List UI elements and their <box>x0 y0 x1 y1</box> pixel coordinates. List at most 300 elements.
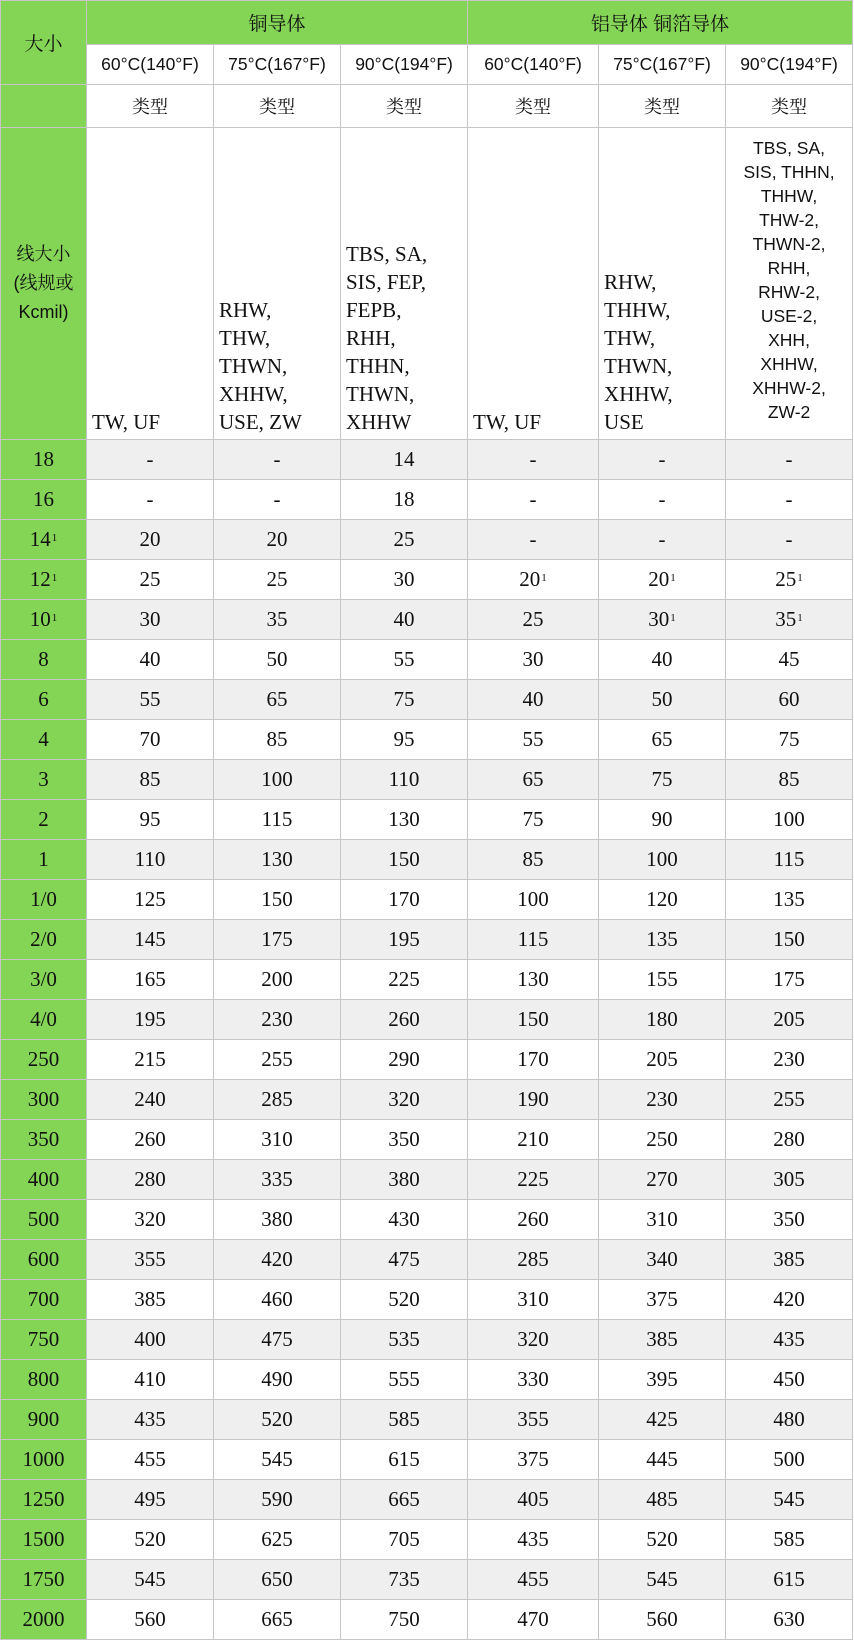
ampacity-value: - <box>658 527 666 551</box>
ampacity-value: 90 <box>651 807 673 831</box>
wire-size-cell <box>1 880 87 920</box>
ampacity-value: 40 <box>522 687 544 711</box>
ampacity-value: 150 <box>261 887 293 911</box>
ampacity-value: 85 <box>522 847 544 871</box>
ampacity-cell <box>341 920 468 960</box>
ampacity-value: 750 <box>388 1607 420 1631</box>
ampacity-cell <box>468 560 599 600</box>
ampacity-value: 630 <box>773 1607 805 1631</box>
ampacity-cell <box>87 1200 214 1240</box>
wire-size-value: 400 <box>27 1167 60 1191</box>
insulation-type-line: THHW, <box>760 186 818 206</box>
ampacity-cell <box>726 1080 853 1120</box>
ampacity-cell <box>468 1160 599 1200</box>
ampacity-value: 225 <box>388 967 420 991</box>
ampacity-cell <box>599 1000 726 1040</box>
wire-size-cell <box>1 680 87 720</box>
ampacity-cell <box>468 1400 599 1440</box>
insulation-type-line: SIS, THHN, <box>743 162 835 182</box>
insulation-type-line: FEPB, <box>346 298 402 322</box>
wire-size-cell <box>1 1560 87 1600</box>
ampacity-cell <box>87 560 214 600</box>
ampacity-cell <box>468 1320 599 1360</box>
ampacity-value: 230 <box>261 1007 293 1031</box>
ampacity-cell <box>87 1040 214 1080</box>
ampacity-cell <box>468 1000 599 1040</box>
ampacity-cell <box>468 1480 599 1520</box>
ampacity-cell <box>599 560 726 600</box>
ampacity-cell <box>214 1040 341 1080</box>
wire-size-cell <box>1 840 87 880</box>
ampacity-cell <box>341 680 468 720</box>
ampacity-value: 18 <box>393 487 415 511</box>
ampacity-value: 145 <box>134 927 166 951</box>
wire-size-cell <box>1 1240 87 1280</box>
ampacity-value: 545 <box>646 1567 678 1591</box>
ampacity-value: 435 <box>773 1327 805 1351</box>
ampacity-cell <box>87 600 214 640</box>
insulation-type-line: THWN, <box>604 354 673 378</box>
ampacity-cell <box>468 1600 599 1640</box>
ampacity-cell <box>87 1440 214 1480</box>
table-row <box>1 800 853 840</box>
ampacity-value: 170 <box>388 887 420 911</box>
ampacity-cell <box>214 760 341 800</box>
insulation-type-line: ZW-2 <box>767 402 811 422</box>
ampacity-value: 470 <box>517 1607 549 1631</box>
wire-size-value: 4/0 <box>30 1007 57 1031</box>
ampacity-cell <box>468 720 599 760</box>
ampacity-value: 310 <box>517 1287 549 1311</box>
wire-size-value: 1500 <box>22 1527 65 1551</box>
ampacity-cell <box>214 1600 341 1640</box>
ampacity-cell <box>87 640 214 680</box>
ampacity-value: 225 <box>517 1167 549 1191</box>
ampacity-cell <box>214 1000 341 1040</box>
ampacity-value: 475 <box>261 1327 293 1351</box>
ampacity-cell <box>599 1200 726 1240</box>
ampacity-value: 445 <box>646 1447 678 1471</box>
ampacity-cell <box>599 800 726 840</box>
ampacity-value: 175 <box>773 967 805 991</box>
ampacity-cell <box>214 1080 341 1120</box>
type-header: 类型 <box>214 85 341 128</box>
wire-size-value: 2 <box>38 807 49 831</box>
ampacity-value: 150 <box>388 847 420 871</box>
ampacity-cell <box>87 760 214 800</box>
ampacity-cell <box>726 1600 853 1640</box>
wire-size-value: 600 <box>27 1247 60 1271</box>
ampacity-cell <box>214 880 341 920</box>
ampacity-cell <box>726 1160 853 1200</box>
table-row <box>1 880 853 920</box>
ampacity-cell <box>87 1600 214 1640</box>
ampacity-value: 110 <box>388 767 420 791</box>
ampacity-cell <box>341 1440 468 1480</box>
ampacity-cell <box>87 1280 214 1320</box>
ampacity-value: 705 <box>388 1527 420 1551</box>
ampacity-cell <box>468 920 599 960</box>
ampacity-cell <box>214 520 341 560</box>
ampacity-value: 155 <box>646 967 678 991</box>
footnote-mark: 1 <box>670 572 676 584</box>
ampacity-value: - <box>529 487 537 511</box>
wire-size-value: 500 <box>27 1207 60 1231</box>
ampacity-cell <box>341 520 468 560</box>
ampacity-cell <box>599 1440 726 1480</box>
ampacity-value: 195 <box>388 927 420 951</box>
table-row <box>1 1560 853 1600</box>
wire-size-value: 14 <box>29 527 51 551</box>
wire-size-value: 750 <box>27 1327 60 1351</box>
table-row <box>1 520 853 560</box>
wire-size-value: 800 <box>27 1367 60 1391</box>
ampacity-value: 40 <box>393 607 415 631</box>
ampacity-cell <box>341 480 468 520</box>
ampacity-cell <box>599 1280 726 1320</box>
ampacity-cell <box>599 640 726 680</box>
ampacity-value: 420 <box>261 1247 293 1271</box>
ampacity-cell <box>341 1320 468 1360</box>
ampacity-cell <box>599 600 726 640</box>
wire-size-cell <box>1 1120 87 1160</box>
ampacity-value: 125 <box>134 887 166 911</box>
ampacity-value: - <box>529 527 537 551</box>
insulation-types-cell <box>726 128 853 440</box>
ampacity-cell <box>214 1160 341 1200</box>
ampacity-value: 490 <box>261 1367 293 1391</box>
wire-size-cell <box>1 920 87 960</box>
ampacity-cell <box>214 1400 341 1440</box>
ampacity-cell <box>726 1360 853 1400</box>
ampacity-cell <box>599 880 726 920</box>
ampacity-cell <box>214 1200 341 1240</box>
footnote-mark: 1 <box>51 572 58 584</box>
ampacity-value: 585 <box>773 1527 805 1551</box>
ampacity-value: 175 <box>261 927 293 951</box>
ampacity-value: 85 <box>139 767 161 791</box>
ampacity-cell <box>599 1400 726 1440</box>
ampacity-cell <box>726 1480 853 1520</box>
ampacity-cell <box>726 880 853 920</box>
table-row <box>1 1000 853 1040</box>
ampacity-cell <box>599 1320 726 1360</box>
ampacity-value: 100 <box>773 807 805 831</box>
ampacity-value: 355 <box>517 1407 549 1431</box>
ampacity-value: 285 <box>261 1087 293 1111</box>
table-row <box>1 1160 853 1200</box>
insulation-type-line: TW, UF <box>473 410 542 434</box>
type-header: 类型 <box>726 85 853 128</box>
temp-header: 60°C(140°F) <box>468 45 599 85</box>
wire-size-cell <box>1 560 87 600</box>
ampacity-value: 25 <box>393 527 415 551</box>
aluminum-header: 铝导体 铜箔导体 <box>468 1 853 45</box>
ampacity-cell <box>468 640 599 680</box>
insulation-type-line: XHH, <box>768 330 810 350</box>
ampacity-cell <box>726 480 853 520</box>
ampacity-cell <box>341 560 468 600</box>
ampacity-cell <box>599 1120 726 1160</box>
ampacity-value: 40 <box>651 647 673 671</box>
wire-size-cell <box>1 1200 87 1240</box>
ampacity-cell <box>726 520 853 560</box>
ampacity-cell <box>87 1560 214 1600</box>
ampacity-value: 65 <box>522 767 544 791</box>
ampacity-cell <box>726 640 853 680</box>
ampacity-value: 380 <box>261 1207 293 1231</box>
ampacity-value: 110 <box>134 847 166 871</box>
footnote-mark: 1 <box>797 612 803 624</box>
table-row <box>1 1040 853 1080</box>
insulation-type-line: THWN-2, <box>752 234 826 254</box>
ampacity-cell <box>87 720 214 760</box>
insulation-type-line: THW, <box>219 326 271 350</box>
wire-size-cell <box>1 440 87 480</box>
insulation-type-line: XHHW, <box>760 354 818 374</box>
wire-size-label <box>1 128 87 440</box>
ampacity-value: 255 <box>773 1087 805 1111</box>
ampacity-value: - <box>658 447 666 471</box>
wire-size-value: 8 <box>38 647 49 671</box>
ampacity-value: 230 <box>773 1047 805 1071</box>
wire-size-value: 1750 <box>22 1567 65 1591</box>
ampacity-cell <box>87 1520 214 1560</box>
ampacity-cell <box>726 840 853 880</box>
ampacity-cell <box>214 600 341 640</box>
ampacity-cell <box>214 440 341 480</box>
ampacity-cell <box>468 520 599 560</box>
ampacity-value: 405 <box>517 1487 549 1511</box>
ampacity-value: 70 <box>139 727 161 751</box>
ampacity-cell <box>599 1520 726 1560</box>
ampacity-cell <box>214 680 341 720</box>
wire-size-cell <box>1 1000 87 1040</box>
insulation-type-line: RHH, <box>767 258 811 278</box>
ampacity-value: 520 <box>134 1527 166 1551</box>
ampacity-cell <box>214 720 341 760</box>
wire-size-cell <box>1 640 87 680</box>
wire-size-cell <box>1 760 87 800</box>
ampacity-cell <box>726 600 853 640</box>
ampacity-value: 30 <box>393 567 415 591</box>
ampacity-cell <box>599 1560 726 1600</box>
ampacity-value: 240 <box>134 1087 166 1111</box>
ampacity-cell <box>341 800 468 840</box>
wire-size-cell <box>1 1040 87 1080</box>
ampacity-cell <box>87 840 214 880</box>
footnote-mark: 1 <box>797 572 803 584</box>
ampacity-value: 485 <box>646 1487 678 1511</box>
ampacity-value: 625 <box>261 1527 293 1551</box>
ampacity-value: 65 <box>651 727 673 751</box>
ampacity-value: - <box>273 447 281 471</box>
ampacity-value: 410 <box>134 1367 166 1391</box>
ampacity-cell <box>599 1040 726 1080</box>
ampacity-cell <box>726 1200 853 1240</box>
ampacity-value: 665 <box>261 1607 293 1631</box>
ampacity-cell <box>468 1520 599 1560</box>
ampacity-cell <box>87 1360 214 1400</box>
table-row <box>1 1400 853 1440</box>
ampacity-cell <box>214 1440 341 1480</box>
ampacity-value: 20 <box>519 567 541 591</box>
wire-size-value: 3 <box>38 767 49 791</box>
ampacity-value: 130 <box>517 967 549 991</box>
wire-size-cell <box>1 520 87 560</box>
ampacity-cell <box>599 760 726 800</box>
insulation-type-line: TW, UF <box>92 410 161 434</box>
insulation-type-line: THWN, <box>219 354 288 378</box>
ampacity-cell <box>214 1280 341 1320</box>
wire-size-value: 1/0 <box>30 887 57 911</box>
ampacity-cell <box>214 1240 341 1280</box>
ampacity-cell <box>214 480 341 520</box>
table-row <box>1 840 853 880</box>
ampacity-cell <box>341 1520 468 1560</box>
ampacity-value: 320 <box>517 1327 549 1351</box>
wire-size-cell <box>1 1160 87 1200</box>
ampacity-value: 255 <box>261 1047 293 1071</box>
table-row <box>1 480 853 520</box>
table-row <box>1 1320 853 1360</box>
ampacity-value: 545 <box>261 1447 293 1471</box>
wire-size-cell <box>1 1080 87 1120</box>
wire-size-cell <box>1 480 87 520</box>
insulation-type-line: RHH, <box>346 326 396 350</box>
ampacity-cell <box>726 760 853 800</box>
ampacity-value: 260 <box>388 1007 420 1031</box>
ampacity-cell <box>87 1000 214 1040</box>
ampacity-cell <box>726 720 853 760</box>
ampacity-cell <box>726 1320 853 1360</box>
ampacity-value: 14 <box>393 447 415 471</box>
ampacity-cell <box>599 440 726 480</box>
wire-size-value: 16 <box>33 487 54 511</box>
insulation-type-line: RHW, <box>604 270 657 294</box>
ampacity-cell <box>341 1480 468 1520</box>
ampacity-cell <box>726 800 853 840</box>
ampacity-cell <box>726 1440 853 1480</box>
wire-size-cell <box>1 1480 87 1520</box>
ampacity-value: - <box>529 447 537 471</box>
wire-size-value: 1 <box>38 847 49 871</box>
ampacity-cell <box>726 1400 853 1440</box>
ampacity-value: 290 <box>388 1047 420 1071</box>
wire-size-value: 300 <box>27 1087 60 1111</box>
ampacity-cell <box>214 840 341 880</box>
wire-size-value: 12 <box>29 567 51 591</box>
wire-size-label-line: 线大小 <box>16 244 71 264</box>
copper-header: 铜导体 <box>87 1 468 45</box>
ampacity-value: 35 <box>266 607 288 631</box>
ampacity-value: 60 <box>778 687 800 711</box>
wire-size-value: 6 <box>38 687 49 711</box>
footnote-mark: 1 <box>670 612 676 624</box>
ampacity-value: 455 <box>517 1567 549 1591</box>
footnote-mark: 1 <box>51 612 58 624</box>
ampacity-value: 165 <box>134 967 166 991</box>
ampacity-cell <box>726 920 853 960</box>
insulation-type-line: XHHW-2, <box>752 378 826 398</box>
insulation-type-line: SIS, FEP, <box>346 270 426 294</box>
temp-header: 75°C(167°F) <box>214 45 341 85</box>
ampacity-value: 310 <box>646 1207 678 1231</box>
ampacity-cell <box>599 840 726 880</box>
insulation-types-cell <box>341 128 468 440</box>
ampacity-cell <box>468 1560 599 1600</box>
ampacity-cell <box>341 840 468 880</box>
ampacity-value: 260 <box>134 1127 166 1151</box>
ampacity-value: 55 <box>139 687 161 711</box>
ampacity-value: 380 <box>388 1167 420 1191</box>
ampacity-cell <box>468 1200 599 1240</box>
ampacity-value: 475 <box>388 1247 420 1271</box>
ampacity-value: 215 <box>134 1047 166 1071</box>
table-row <box>1 1600 853 1640</box>
table-row <box>1 920 853 960</box>
ampacity-cell <box>341 1040 468 1080</box>
insulation-type-line: THW-2, <box>759 210 820 230</box>
ampacity-value: 205 <box>646 1047 678 1071</box>
ampacity-cell <box>726 1240 853 1280</box>
ampacity-value: 130 <box>388 807 420 831</box>
ampacity-cell <box>341 1400 468 1440</box>
wire-size-label-line: (线规或 <box>13 273 74 293</box>
wire-size-cell <box>1 960 87 1000</box>
ampacity-value: 310 <box>261 1127 293 1151</box>
wire-size-cell <box>1 600 87 640</box>
ampacity-cell <box>468 1080 599 1120</box>
ampacity-cell <box>87 1320 214 1360</box>
ampacity-value: 355 <box>134 1247 166 1271</box>
wire-size-value: 700 <box>27 1287 60 1311</box>
footnote-mark: 1 <box>541 572 547 584</box>
ampacity-cell <box>599 920 726 960</box>
ampacity-cell <box>341 1200 468 1240</box>
ampacity-value: 305 <box>773 1167 805 1191</box>
ampacity-cell <box>468 800 599 840</box>
ampacity-value: 25 <box>522 607 544 631</box>
wire-size-value: 4 <box>38 727 49 751</box>
ampacity-value: 205 <box>773 1007 805 1031</box>
ampacity-value: 195 <box>134 1007 166 1031</box>
ampacity-cell <box>87 920 214 960</box>
ampacity-rows <box>1 440 853 1640</box>
ampacity-value: 30 <box>139 607 161 631</box>
insulation-types-cell <box>214 128 341 440</box>
ampacity-value: 495 <box>134 1487 166 1511</box>
ampacity-cell <box>341 1240 468 1280</box>
type-header: 类型 <box>468 85 599 128</box>
ampacity-cell <box>341 1600 468 1640</box>
ampacity-value: 115 <box>261 807 293 831</box>
ampacity-value: 650 <box>261 1567 293 1591</box>
ampacity-cell <box>599 1160 726 1200</box>
ampacity-value: 25 <box>139 567 161 591</box>
wire-size-value: 2000 <box>22 1607 65 1631</box>
ampacity-value: 20 <box>139 527 161 551</box>
ampacity-cell <box>87 480 214 520</box>
ampacity-value: 260 <box>517 1207 549 1231</box>
ampacity-value: 95 <box>139 807 161 831</box>
wire-size-value: 10 <box>29 607 51 631</box>
ampacity-cell <box>726 680 853 720</box>
insulation-types-cell <box>599 128 726 440</box>
ampacity-cell <box>341 1280 468 1320</box>
ampacity-value: 30 <box>522 647 544 671</box>
ampacity-value: 420 <box>773 1287 805 1311</box>
